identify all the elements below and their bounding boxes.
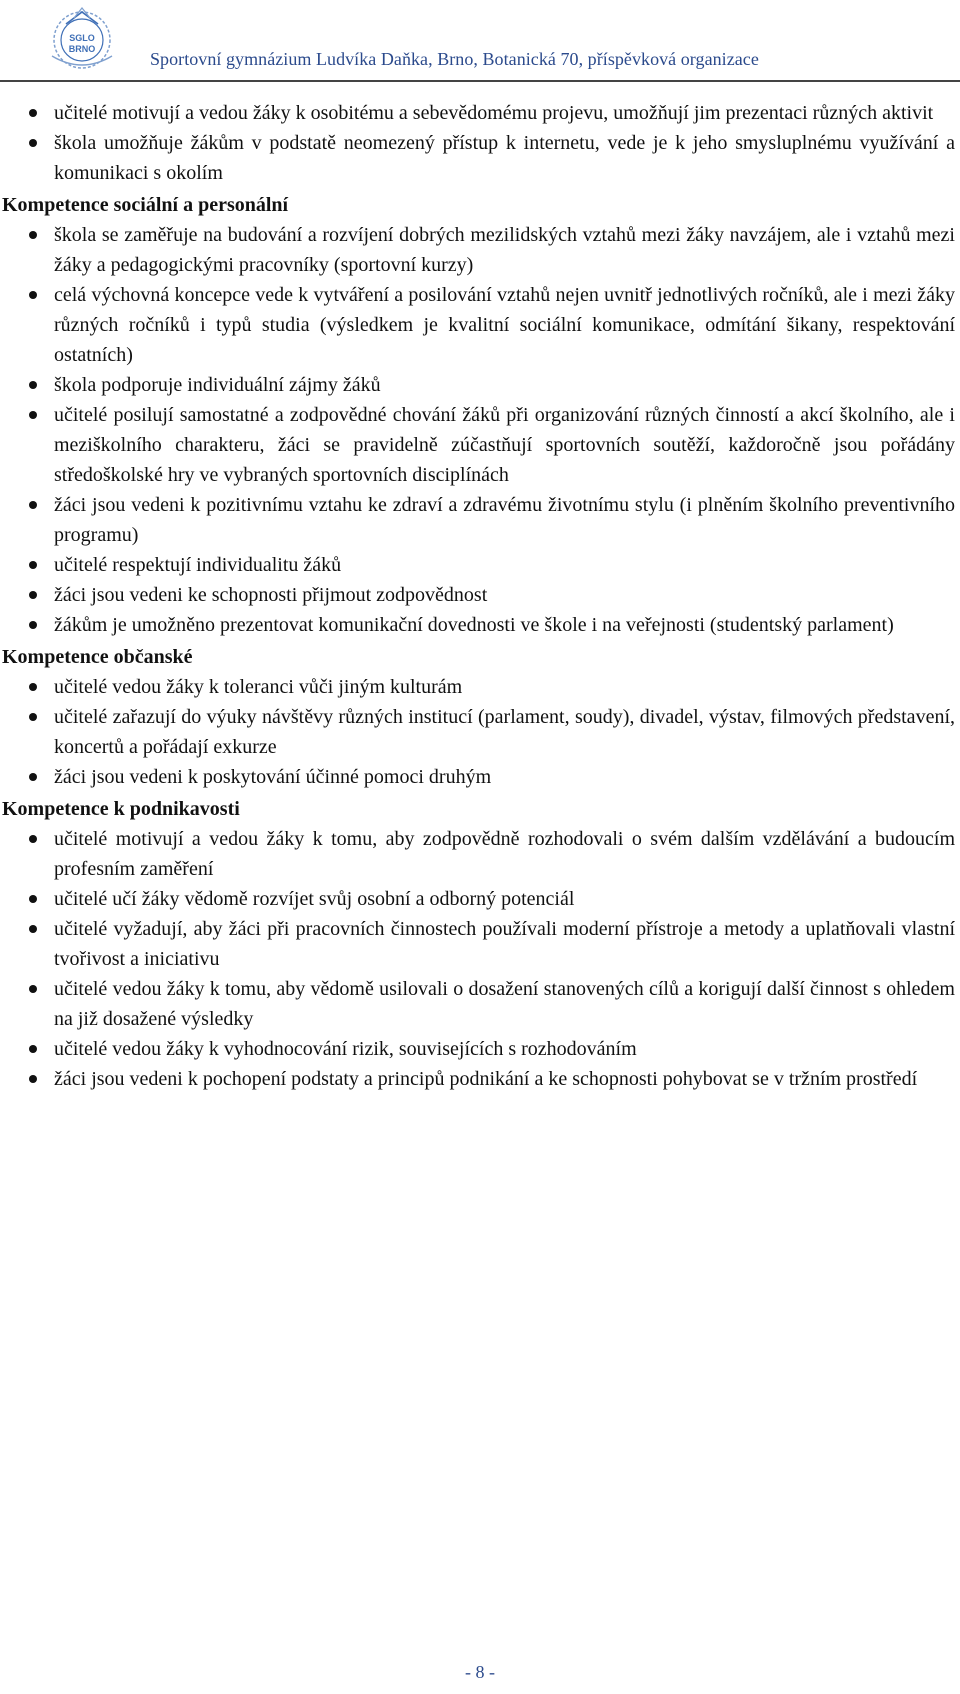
list-item <box>0 98 960 128</box>
list-item <box>0 610 960 640</box>
list-item-text: učitelé vyžadují, aby žáci při pracovních činnostech používali moderní přístroje a metody a uplatňovali vlastní tvořivost a iniciativu <box>54 918 955 970</box>
bullet-icon <box>29 501 37 509</box>
list-item-text: učitelé zařazují do výuky návštěvy různých institucí (parlament, soudy), divadel, výstav, filmových představení, koncertů a pořádají exkurze <box>54 706 955 758</box>
list-item-text: žáci jsou vedeni k poskytování účinné pomoci druhým <box>54 766 492 788</box>
list-item-text: škola se zaměřuje na budování a rozvíjení dobrých mezilidských vztahů mezi žáky navzájem, ale i vztahů mezi žáky a pedagogickými pracovníky (sportovní kurzy) <box>54 224 955 276</box>
list-item-text: učitelé respektují individualitu žáků <box>54 554 342 576</box>
bullet-icon <box>29 381 37 389</box>
bullet-icon <box>29 1075 37 1083</box>
list-item <box>0 220 960 280</box>
list-item-text: škola podporuje individuální zájmy žáků <box>54 374 381 396</box>
bullet-icon <box>29 291 37 299</box>
list-item <box>0 1034 960 1064</box>
bullet-icon <box>29 925 37 933</box>
bullet-icon <box>29 683 37 691</box>
list-item-text: učitelé vedou žáky k toleranci vůči jiným kulturám <box>54 676 463 698</box>
header-title: Sportovní gymnázium Ludvíka Daňka, Brno, Botanická 70, příspěvková organizace <box>150 49 759 69</box>
list-item <box>0 400 960 490</box>
list-item <box>0 490 960 550</box>
list-item-text: učitelé učí žáky vědomě rozvíjet svůj osobní a odborný potenciál <box>54 888 575 910</box>
list-item <box>0 580 960 610</box>
bullet-icon <box>29 895 37 903</box>
list-item-text: učitelé vedou žáky k tomu, aby vědomě usilovali o dosažení stanovených cílů a korigují další činnost s ohledem na již dosažené výsledky <box>54 978 955 1030</box>
list-item <box>0 914 960 974</box>
logo-text-top: SGLO <box>69 33 95 43</box>
list-item-text: žáci jsou vedeni k pochopení podstaty a principů podnikání a ke schopnosti pohybovat se v tržním prostředí <box>54 1068 918 1090</box>
list-item <box>0 1064 960 1094</box>
list-item <box>0 280 960 370</box>
bullet-icon <box>29 985 37 993</box>
bullet-icon <box>29 835 37 843</box>
intro-list <box>0 98 960 188</box>
section-heading-civic: Kompetence občanské <box>2 646 193 668</box>
section-heading-social: Kompetence sociální a personální <box>2 194 289 216</box>
page-header <box>0 0 960 82</box>
list-item-text: celá výchovná koncepce vede k vytváření a posilování vztahů nejen uvnitř jednotlivých ročníků, ale i mezi žáky různých ročníků i typů studia (výsledkem je kvalitní sociální komunikace, odmítání šikany, respektování ostatních) <box>54 284 955 366</box>
list-item <box>0 370 960 400</box>
list-item <box>0 884 960 914</box>
list-item-text: žákům je umožněno prezentovat komunikační dovednosti ve škole i na veřejnosti (studentský parlament) <box>54 614 894 636</box>
list-item <box>0 550 960 580</box>
list-item-text: škola umožňuje žákům v podstatě neomezený přístup k internetu, vede je k jeho smysluplnému využívání a komunikaci s okolím <box>54 132 955 184</box>
list-item <box>0 824 960 884</box>
list-item <box>0 702 960 762</box>
bullet-icon <box>29 621 37 629</box>
bullet-icon <box>29 139 37 147</box>
bullet-icon <box>29 411 37 419</box>
list-item <box>0 672 960 702</box>
bullet-icon <box>29 231 37 239</box>
civic-list <box>0 672 960 792</box>
list-item <box>0 762 960 792</box>
header-divider <box>0 80 960 82</box>
list-item-text: učitelé motivují a vedou žáky k osobitému a sebevědomému projevu, umožňují jim prezentaci různých aktivit <box>54 102 934 124</box>
list-item-text: žáci jsou vedeni ke schopnosti přijmout zodpovědnost <box>54 584 488 606</box>
page-content <box>0 98 960 1094</box>
list-item-text: žáci jsou vedeni k pozitivnímu vztahu ke zdraví a zdravému životnímu stylu (i plněním školního preventivního programu) <box>54 494 955 546</box>
list-item <box>0 128 960 188</box>
logo-text-bottom: BRNO <box>68 44 96 54</box>
list-item-text: učitelé vedou žáky k vyhodnocování rizik, souvisejících s rozhodováním <box>54 1038 637 1060</box>
entrepreneurship-list <box>0 824 960 1094</box>
bullet-icon <box>29 713 37 721</box>
section-heading-entrepreneurship: Kompetence k podnikavosti <box>2 798 240 820</box>
bullet-icon <box>29 109 37 117</box>
bullet-icon <box>29 773 37 781</box>
bullet-icon <box>29 591 37 599</box>
bullet-icon <box>29 1045 37 1053</box>
list-item <box>0 974 960 1034</box>
social-list <box>0 220 960 640</box>
bullet-icon <box>29 561 37 569</box>
list-item-text: učitelé motivují a vedou žáky k tomu, aby zodpovědně rozhodovali o svém dalším vzdělávání a budoucím profesním zaměření <box>54 828 955 880</box>
list-item-text: učitelé posilují samostatné a zodpovědné chování žáků při organizování různých činností a akcí školního, ale i meziškolního charakteru, žáci se pravidelně zúčastňují sportovních soutěží, každoročně jsou pořádány středoškolské hry ve vybraných sportovních disciplínách <box>54 404 955 486</box>
school-logo <box>36 4 128 78</box>
page-number: - 8 - <box>465 1662 495 1682</box>
